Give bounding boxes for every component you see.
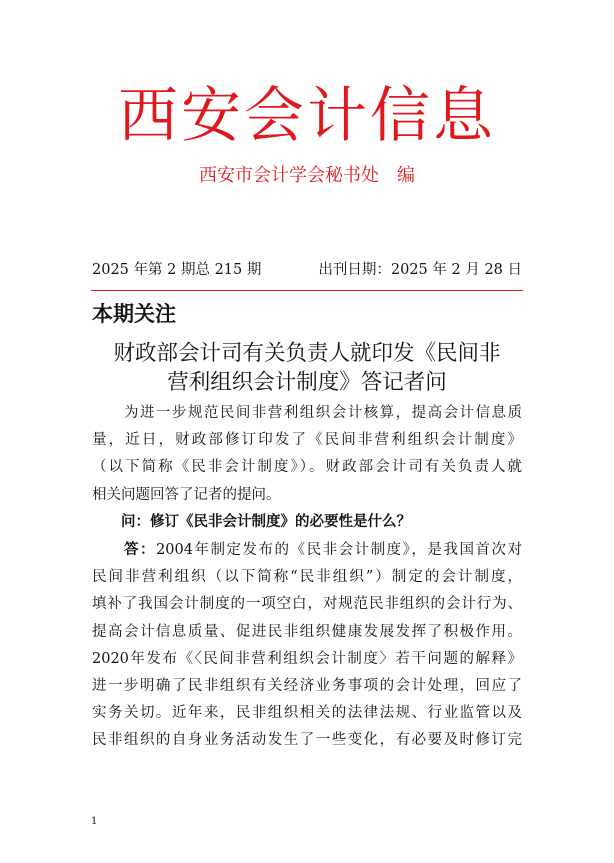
question-paragraph bbox=[92, 509, 522, 536]
answer-line-first bbox=[92, 537, 522, 564]
article-title-line-1: 财政部会计司有关负责人就印发《民间非 bbox=[113, 341, 501, 366]
intro-line: （以下简称《民非会计制度》）。财政部会计司有关负责人就 bbox=[92, 459, 522, 476]
answer-label: 答： bbox=[124, 542, 157, 558]
answer-line: 民非组织的自身业务活动发生了一些变化，有必要及时修订完 bbox=[92, 732, 522, 749]
intro-line: 为进一步规范民间非营利组织会计核算，提高会计信息质 bbox=[92, 405, 522, 421]
issue-date: 出刊日期：2025 年 2 月 28 日 bbox=[318, 262, 522, 278]
article-title-line-2: 营利组织会计制度》答记者问 bbox=[167, 370, 447, 395]
masthead-title: 西安会计信息 bbox=[118, 81, 496, 151]
masthead-editor: 西安市会计学会秘书处 编 bbox=[199, 165, 415, 186]
answer-line: 民间非营利组织（以下简称“民非组织”）制定的会计制度， bbox=[92, 569, 522, 586]
answer-line: 进一步明确了民非组织有关经济业务事项的会计处理，回应了 bbox=[92, 677, 522, 694]
intro-line: 量，近日，财政部修订印发了《民间非营利组织会计制度》 bbox=[92, 432, 522, 449]
page-number: 1 bbox=[91, 816, 98, 827]
intro-line: 相关问题回答了记者的提问。 bbox=[92, 486, 281, 503]
answer-line: 实务关切。近年来，民非组织相关的法律法规、行业监管以及 bbox=[92, 705, 522, 722]
answer-line: 填补了我国会计制度的一项空白，对规范民非组织的会计行为、 bbox=[92, 596, 522, 613]
answer-line: 2004年制定发布的《民非会计制度》，是我国首次对 bbox=[156, 542, 522, 558]
article-title bbox=[92, 339, 522, 397]
answer-paragraph bbox=[92, 537, 522, 755]
intro-paragraph bbox=[92, 400, 522, 509]
section-heading: 本期关注 bbox=[92, 302, 176, 326]
answer-line: 提高会计信息质量、促进民非组织健康发展发挥了积极作用。 bbox=[92, 623, 522, 640]
header-divider bbox=[91, 290, 523, 291]
issue-number: 2025 年第 2 期总 215 期 bbox=[92, 262, 262, 278]
question-text: 问：修订《民非会计制度》的必要性是什么？ bbox=[92, 514, 411, 530]
answer-line: 2020年发布《〈民间非营利组织会计制度〉若干问题的解释》 bbox=[92, 650, 522, 667]
